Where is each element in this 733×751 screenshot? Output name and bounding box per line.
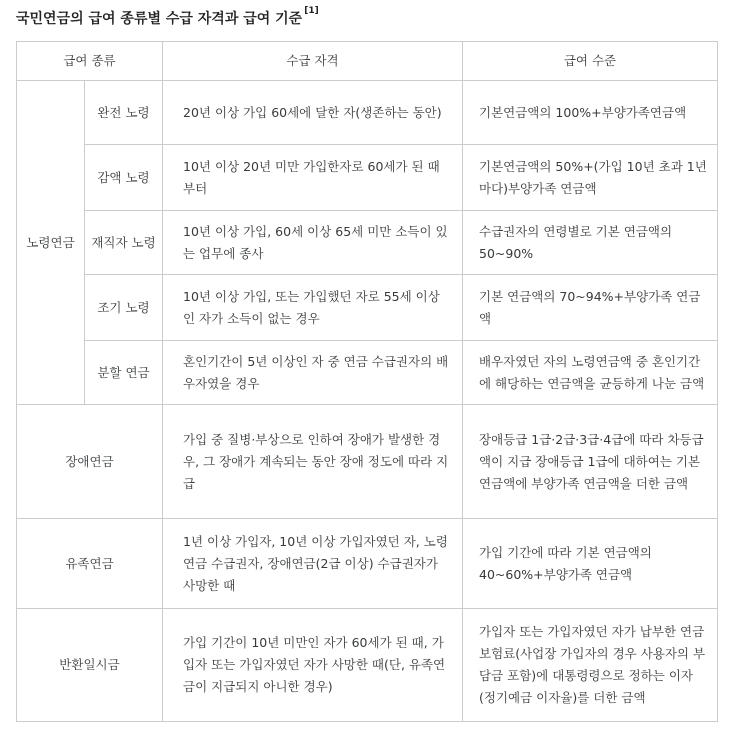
type-cell: 반환일시금 (17, 609, 163, 722)
level-cell: 기본 연금액의 70~94%+부양가족 연금액 (463, 275, 718, 341)
footnote-link[interactable]: [1] (304, 6, 319, 17)
eligibility-cell: 혼인기간이 5년 이상인 자 중 연금 수급권자의 배우자였을 경우 (163, 341, 463, 405)
old-age-group-label: 노령연금 (17, 81, 85, 405)
table-row (17, 81, 718, 145)
table-caption (16, 8, 319, 28)
eligibility-cell: 20년 이상 가입 60세에 달한 자(생존하는 동안) (163, 81, 463, 145)
type-cell: 장애연금 (17, 405, 163, 519)
level-cell: 기본연금액의 50%+(가입 10년 초과 1년마다)부양가족 연금액 (463, 145, 718, 211)
level-cell: 배우자였던 자의 노령연금액 중 혼인기간에 해당하는 연금액을 균등하게 나눈 금액 (463, 341, 718, 405)
header-level: 급여 수준 (463, 42, 718, 81)
level-cell: 수급권자의 연령별로 기본 연금액의 50~90% (463, 211, 718, 275)
eligibility-cell: 가입 중 질병·부상으로 인하여 장애가 발생한 경우, 그 장애가 계속되는 동안 장애 정도에 따라 지급 (163, 405, 463, 519)
subtype-cell: 분할 연금 (85, 341, 163, 405)
subtype-cell: 재직자 노령 (85, 211, 163, 275)
eligibility-cell: 10년 이상 가입, 또는 가입했던 자로 55세 이상인 자가 소득이 없는 경우 (163, 275, 463, 341)
table-row (17, 609, 718, 722)
subtype-cell: 조기 노령 (85, 275, 163, 341)
table-row (17, 405, 718, 519)
subtype-cell: 감액 노령 (85, 145, 163, 211)
table-row (17, 145, 718, 211)
level-cell: 가입자 또는 가입자였던 자가 납부한 연금보험료(사업장 가입자의 경우 사용자의 부담금 포함)에 대통령령으로 정하는 이자(정기예금 이자율)를 더한 금액 (463, 609, 718, 722)
level-cell: 가입 기간에 따라 기본 연금액의 40~60%+부양가족 연금액 (463, 519, 718, 609)
eligibility-cell: 1년 이상 가입자, 10년 이상 가입자였던 자, 노령연금 수급권자, 장애연금(2급 이상) 수급권자가 사망한 때 (163, 519, 463, 609)
pension-benefits-table (16, 41, 718, 722)
eligibility-cell: 가입 기간이 10년 미만인 자가 60세가 된 때, 가입자 또는 가입자였던 자가 사망한 때(단, 유족연금이 지급되지 아니한 경우) (163, 609, 463, 722)
subtype-cell: 완전 노령 (85, 81, 163, 145)
level-cell: 기본연금액의 100%+부양가족연금액 (463, 81, 718, 145)
type-cell: 유족연금 (17, 519, 163, 609)
eligibility-cell: 10년 이상 20년 미만 가입한자로 60세가 된 때부터 (163, 145, 463, 211)
table-row (17, 275, 718, 341)
table-row (17, 519, 718, 609)
caption-text: 국민연금의 급여 종류별 수급 자격과 급여 기준 (16, 11, 303, 27)
eligibility-cell: 10년 이상 가입, 60세 이상 65세 미만 소득이 있는 업무에 종사 (163, 211, 463, 275)
header-row (17, 42, 718, 81)
level-cell: 장애등급 1급·2급·3급·4급에 따라 차등급액이 지급 장애등급 1급에 대하여는 기본연금액에 부양가족 연금액을 더한 금액 (463, 405, 718, 519)
table-row (17, 341, 718, 405)
header-type: 급여 종류 (17, 42, 163, 81)
header-eligibility: 수급 자격 (163, 42, 463, 81)
table-row (17, 211, 718, 275)
